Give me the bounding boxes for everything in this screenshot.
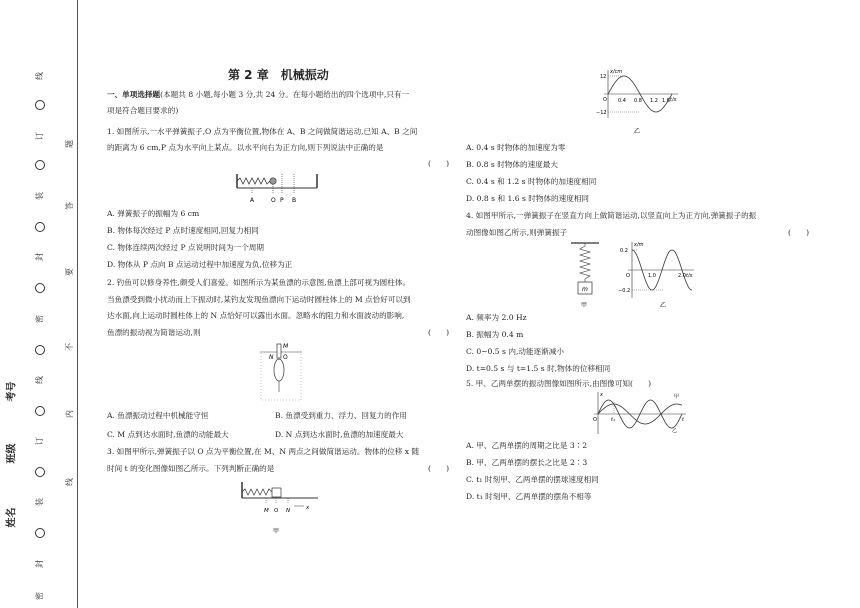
q4-fig-a [565,240,605,310]
margin-char: 装 [35,192,44,200]
q2-answer-paren: ( ) [428,328,450,337]
q2-option-b: B. 鱼漂受到重力、浮力、回复力的作用 [275,411,407,420]
q2-option-d: D. N 点到达水面时,鱼漂的加速度最大 [275,430,404,439]
q4-graph-caption: 乙 [660,302,667,309]
q5-graph [590,390,690,438]
section-heading: 一、单项选择题 [107,90,161,99]
q4-graph-xtick: 2.0 [678,273,686,279]
q4-graph-origin: O [626,273,630,279]
margin-warning-char: 不 [65,343,74,351]
q1-option-b: B. 物体每次经过 P 点时速度相同,回复力相同 [107,226,259,235]
page-title: 第 2 章 机械振动 [228,68,329,82]
name-label: 姓名 [6,507,18,528]
q4-option-c: C. 0~0.5 s 内,动能逐渐减小 [466,347,564,356]
q4-answer-paren: ( ) [788,228,810,237]
q1-option-c: C. 物体连续两次经过 P 点说明时间为一个周期 [107,243,264,252]
q5-legend-yi: 乙 [672,428,678,434]
binding-line [77,0,78,608]
q1-label-p: P [280,197,284,204]
q2-stem: 当鱼漂受到微小扰动而上下振动时,某钓友发现鱼漂向下运动时圆柱体上的 M 点恰好可以到 [107,295,411,304]
q2-label-o: O [283,354,288,361]
q4-graph-xtick: 1.0 [648,273,656,279]
margin-char: 封 [35,253,44,261]
q3-graph-xtick: 1.6 [662,98,670,104]
q3-option-d: D. 0.8 s 和 1.6 s 时物体的速度相同 [466,194,590,203]
instruction-text: 项是符合题目要求的) [107,106,179,115]
binding-hole [35,528,45,538]
q3-graph-xlabel: t/s [670,97,677,103]
binding-hole [35,100,45,110]
q1-answer-paren: ( ) [428,159,450,168]
q2-stem: 鱼漂的振动视为简谐运动,则 [107,328,201,337]
q4-stem: 动图像如图乙所示,则弹簧振子 [466,228,568,237]
q2-option-a: A. 鱼漂振动过程中机械能守恒 [107,411,209,420]
q3-graph-origin: O [603,97,607,103]
q1-label-o: O [271,197,276,204]
margin-warning-char: 答 [65,202,74,210]
margin-warning-char: 题 [65,140,74,148]
margin-char: 订 [35,132,44,140]
q4-stem: 4. 如图甲所示,一弹簧振子在竖直方向上做简谐运动,以竖直向上为正方向,弹簧振子的振 [466,211,757,220]
class-label: 班级 [6,443,18,464]
q3-answer-paren: ( ) [428,464,450,473]
q1-option-a: A. 弹簧振子的振幅为 6 cm [107,209,200,218]
q3-graph-xtick: 0.8 [634,98,642,104]
margin-char: 装 [35,498,44,506]
q5-legend-jia: 甲 [674,394,680,400]
binding-hole [35,345,45,355]
q3-fig-a [238,478,322,536]
binding-hole [35,160,45,170]
margin-warning-char: 要 [65,268,74,276]
section-instruction [107,89,409,100]
q1-spring-figure [232,170,322,206]
margin-char: 密 [35,315,44,323]
binding-hole [35,283,45,293]
q2-label-n: N [269,354,274,361]
margin-warning-char: 内 [65,410,74,418]
binding-hole [35,222,45,232]
q5-graph-origin: O [593,417,597,423]
q4-graph [616,240,696,310]
q3-option-a: A. 0.4 s 时物体的加速度为零 [466,143,566,152]
q3-graph-xtick: 1.2 [650,98,658,104]
q5-graph-t1: t₁ [611,417,615,423]
q4-graph-ylabel: x/m [634,242,644,248]
q4-mass-label: m [582,286,588,293]
q5-graph-ylabel: x [600,392,603,398]
q3-option-c: C. 0.4 s 和 1.2 s 时物体的加速度相同 [466,177,597,186]
q3-fig-caption: 甲 [273,528,280,535]
q3-graph [596,66,680,136]
margin-warning-char: 线 [65,478,74,486]
q3-stem: 时间 t 的变化图像如图乙所示。下列判断正确的是 [107,464,275,473]
q4-option-a: A. 频率为 2.0 Hz [466,313,527,322]
binding-hole [35,467,45,477]
q4-graph-ytick: 0.2 [620,248,628,254]
q1-label-b: B [292,197,297,204]
q1-option-d: D. 物体从 P 点向 B 点运动过程中加速度为负,位移为正 [107,260,293,269]
q3-label-m: M [264,508,269,514]
q5-option-c: C. t₁ 时刻甲、乙两单摆的摆球速度相同 [466,475,599,484]
q3-option-b: B. 0.8 s 时物体的速度最大 [466,160,558,169]
margin-char: 订 [35,437,44,445]
q4-graph-xlabel: t/s [686,273,693,279]
q3-stem: 3. 如图甲所示,弹簧振子以 O 点为平衡位置,在 M、N 两点之间做简谐运动。物体的位移 x 随 [107,447,420,456]
q3-graph-xtick: 0.4 [618,98,626,104]
q5-stem: 5. 甲、乙两单摆的振动图像如图所示,由图像可知( ) [466,379,652,388]
margin-char: 线 [35,376,44,384]
q4-graph-ytick: −0.2 [618,288,631,294]
q5-option-d: D. t₁ 时刻甲、乙两单摆的摆角不相等 [466,492,592,501]
q3-graph-caption: 乙 [634,128,641,135]
q4-fig-caption-a: 甲 [581,302,588,309]
q3-graph-ylabel: x/cm [610,69,623,75]
q3-label-n: N [286,508,291,514]
binding-margin [0,0,90,608]
q1-stem: 1. 如图所示,一水平弹簧振子,O 点为平衡位置,物体在 A、B 之间做简谐运动,已知 A、B 之间 [107,127,418,136]
margin-char: 封 [35,560,44,568]
q1-stem: 的距离为 6 cm,P 点为水平向上某点。以水平向右为正方向,则下列说法中正确的是 [107,143,384,152]
q3-label-o: O [274,508,279,514]
exam-number-label: 考号 [6,381,18,402]
q2-float-figure [258,340,304,402]
q5-graph-xlabel: t [682,417,684,423]
margin-char: 密 [35,592,44,600]
q2-stem: 达水面,向上运动时圆柱体上的 N 点恰好可以露出水面。忽略水的阻力和水面波动的影响, [107,311,405,320]
margin-char: 线 [35,72,44,80]
q3-label-x: x [306,505,310,511]
q4-option-b: B. 振幅为 0.4 m [466,330,524,339]
q3-graph-ytick: 12 [600,74,607,80]
q4-option-d: D. t=0.5 s 与 t=1.5 s 时,物体的位移相同 [466,364,611,373]
instruction-text: (本题共 8 小题,每小题 3 分,共 24 分。在每小题给出的四个选项中,只有一 [160,90,410,99]
q1-label-a: A [250,197,255,204]
binding-hole [35,406,45,416]
q5-option-b: B. 甲、乙两单摆的摆长之比是 2∶3 [466,458,588,467]
q3-graph-ytick: −12 [596,110,607,116]
q2-option-c: C. M 点到达水面时,鱼漂的动能最大 [107,430,229,439]
q2-label-m: M [283,343,289,350]
q5-option-a: A. 甲、乙两单摆的周期之比是 3∶2 [466,441,588,450]
q2-stem: 2. 钓鱼可以修身养性,颇受人们喜爱。如图所示为某鱼漂的示意图,鱼漂上部可视为圆柱体。 [107,278,411,287]
